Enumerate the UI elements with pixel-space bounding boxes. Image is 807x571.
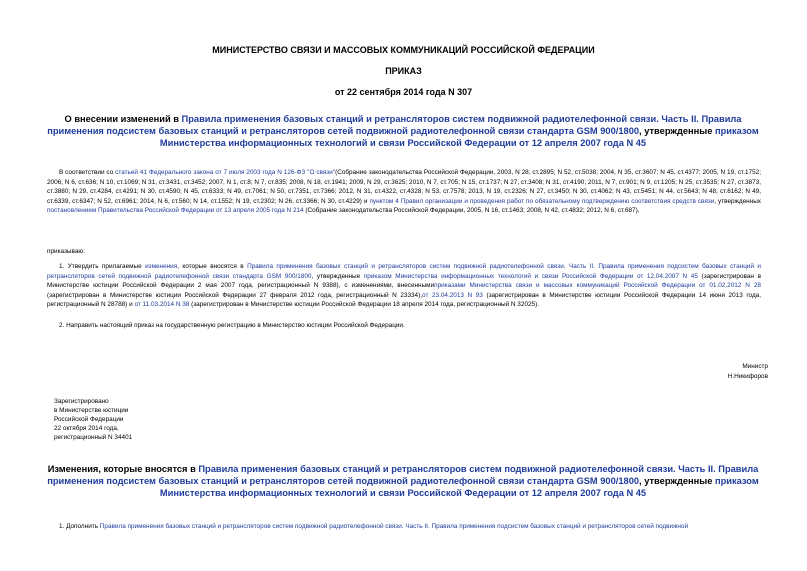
- change-1-paragraph: [59, 522, 779, 532]
- preamble-text-1: В соответствии со: [59, 169, 116, 176]
- item1-text-5: (зарегистрирован в Министерстве юстиции Российской Федерации 27 февраля 2012 года, регистрационный N 23334),: [47, 291, 423, 299]
- order-93-link[interactable]: от 23.04.2013 N 93: [422, 291, 483, 299]
- item1-text-4: (зарегистрирован в Министерстве юстиции Российской Федерации 2 мая 2007 года, регистрационный N 9388), с изменениями, внесенными: [47, 272, 761, 290]
- changes-rules-link[interactable]: Правила применения базовых станций и ретрансляторов систем подвижной радиотелефонной связи. Часть II. Правила применения подсистем базовых станций и ретрансляторов сетей подвижной радиотелефонной связи стандарта GSM 900/1800: [47, 464, 759, 486]
- order-title-prefix: О внесении изменений в: [64, 114, 182, 124]
- signature-block: [600, 362, 768, 381]
- law-article-link[interactable]: статьей 41 Федерального закона от 7 июля 2003 года N 126-ФЗ "О связи": [115, 169, 336, 176]
- rules-point-link[interactable]: пунктом 4 Правил организации и проведения работ по обязательному подтверждению соответствия средств связи: [369, 197, 715, 205]
- registration-line: в Министерстве юстиции: [54, 407, 129, 414]
- ministry-heading: МИНИСТЕРСТВО СВЯЗИ И МАССОВЫХ КОММУНИКАЦИЙ РОССИЙСКОЙ ФЕДЕРАЦИИ: [212, 45, 595, 55]
- item1-text-2: , которые вносятся в: [177, 263, 248, 270]
- preamble-paragraph: [47, 168, 761, 216]
- changes-order-link[interactable]: приказом Министерства информационных технологий и связи Российской Федерации от 12 апреля 2007 года N 45: [159, 476, 759, 498]
- item-1-paragraph: [47, 262, 761, 310]
- registration-line: 22 октября 2014 года,: [54, 425, 119, 432]
- changes-title: [46, 463, 760, 499]
- item1-text-7: (зарегистрирован в Министерстве юстиции Российской Федерации 18 апреля 2014 года, регистрационный N 32025).: [189, 301, 539, 309]
- registration-line: регистрационный N 34401: [54, 434, 133, 441]
- signature-position: Министр: [742, 363, 768, 370]
- order-2007-link[interactable]: приказом Министерства информационных технологий и связи Российской Федерации от 12 апреля 2007 года N 45: [159, 126, 759, 148]
- changes-title-mid: , утвержденные: [639, 476, 715, 486]
- change1-text-1: 1. Дополнить: [59, 523, 100, 530]
- preamble-text-2: (Собрание законодательства Российской Федерации, 2003, N 28, ст.2895; N 52, ст.5038; 2004, N 35, ст.3607; N 45, ст.4377; 2005, N 19, ст.1752; 2006, N 6, ст.636; N 10, ст.1069; N 31, ст.3431, ст.3452; 2007, N 1, ст.8; N 7, ст.835; 2008, N 18, ст.1941; 2009, N 29, ст.3625; 2010, N 7, ст.705; N 15, ст.1737; N 27, ст.3408; N 31, ст.4190; 2011, N 7, ст.901; N 9, ст.1205; N 25, ст.3535; N 27, ст.3873, ст.3880; N 29, ст.4284, ст.4291; N 30, ст.4590; N 45, ст.6333; N 49, ст.7061; N 50, ст.7351, ст.7366; 2012, N 31, ст.4322, ст.4328; N 53, ст.7578; 2013, N 19, ст.2326; N 27, ст.3450; N 30, ст.4062; N 43, ст.5451; N 44, ст.5643; N 48, ст.6162; N 49, ст.6339, ст.6347; N 52, ст.6961; 2014, N 6, ст.560; N 14, ст.1552; N 19, ст.2302; N 26, ст.3366; N 30, ст.4229) и: [47, 169, 761, 205]
- item1-text-1: 1. Утвердить прилагаемые: [59, 263, 146, 270]
- item1-text-6: (зарегистрирован в Министерстве юстиции Российской Федерации 14 июня 2013 года, регистрационный N 28788) и: [47, 291, 762, 309]
- order-word: приказываю:: [47, 248, 85, 255]
- item1-order-link[interactable]: приказом Министерства информационных технологий и связи Российской Федерации от 12.04.2007 N 45: [363, 272, 698, 280]
- item1-rules-link[interactable]: Правила применения базовых станций и ретрансляторов систем подвижной радиотелефонной связи. Часть II. Правила применения подсистем базовых станций и ретрансляторов сетей подвижной радиотелефонной связи стандарта GSM 900/1800: [47, 263, 762, 280]
- order-title: [46, 113, 760, 149]
- doc-type: ПРИКАЗ: [385, 66, 422, 76]
- order-38-link[interactable]: от 11.03.2014 N 38: [134, 301, 190, 309]
- registration-line: Зарегистрировано: [54, 398, 109, 405]
- registration-line: Российской Федерации: [54, 416, 124, 423]
- rules-link[interactable]: Правила применения базовых станций и ретрансляторов систем подвижной радиотелефонной связи. Часть II. Правила применения подсистем базовых станций и ретрансляторов сетей подвижной радиотелефонной связи стандарта GSM 900/1800: [47, 114, 742, 136]
- signature-name: Н.Никифоров: [727, 372, 768, 380]
- government-resolution-link[interactable]: постановлением Правительства Российской Федерации от 13 апреля 2005 года N 214: [47, 207, 304, 215]
- ministry-orders-link[interactable]: приказами Министерства связи и массовых коммуникаций Российской Федерации от 01.02.2012 N 28: [434, 282, 761, 290]
- changes-title-prefix: Изменения, которые вносятся в: [47, 464, 199, 474]
- changes-link[interactable]: изменения: [145, 263, 178, 270]
- change1-rules-link[interactable]: Правила применения базовых станций и ретрансляторов систем подвижной радиотелефонной связи. Часть II. Правила применения подсистем базовых станций и ретрансляторов сетей подвижной: [99, 523, 689, 530]
- doc-date-number: от 22 сентября 2014 года N 307: [334, 87, 473, 97]
- preamble-text-3: , утвержденных: [714, 197, 761, 205]
- order-title-mid: , утвержденные: [639, 126, 715, 136]
- preamble-text-4: (Собрание законодательства Российской Федерации, 2005, N 16, ст.1463; 2008, N 42, ст.4832; 2012, N 6, ст.687),: [303, 207, 640, 215]
- item-2-paragraph: 2. Направить настоящий приказ на государственную регистрацию в Министерство юстиции Российской Федерации.: [59, 322, 405, 329]
- item1-text-3: , утвержденные: [311, 272, 364, 280]
- registration-block: [54, 397, 132, 442]
